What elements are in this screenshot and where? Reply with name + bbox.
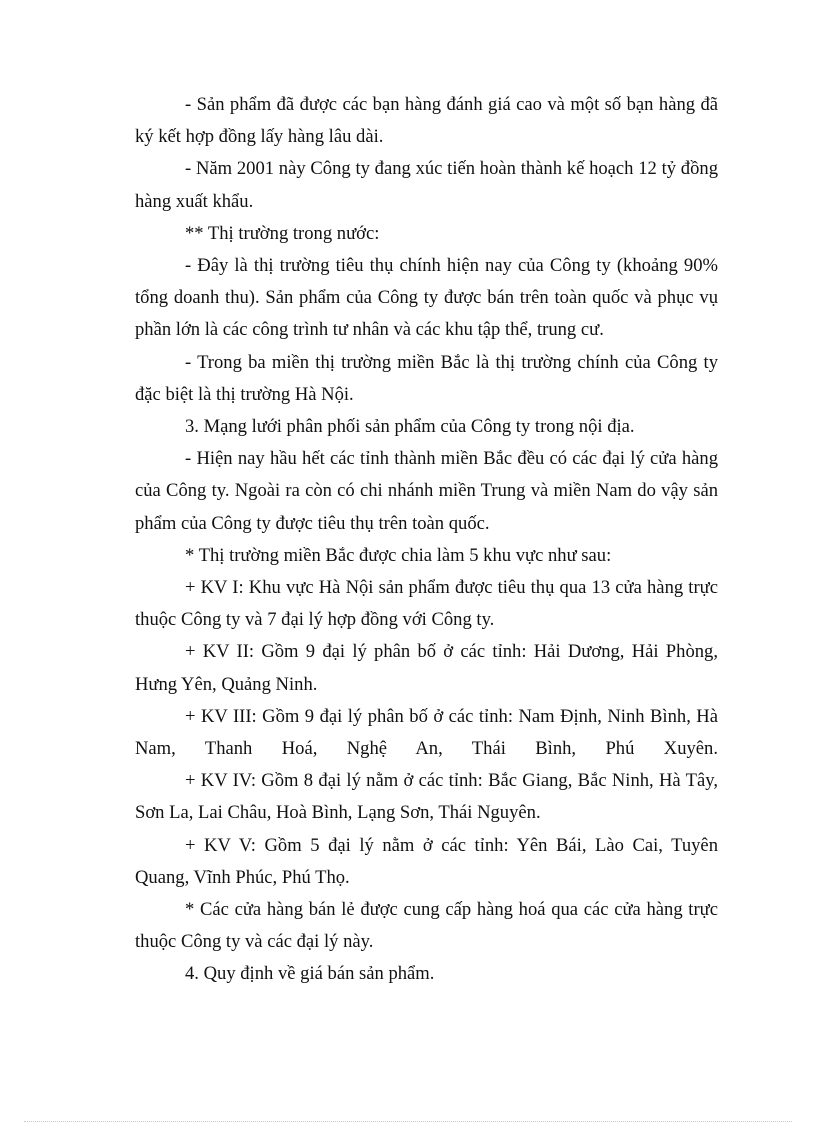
- paragraph-agency-coverage: - Hiện nay hầu hết các tỉnh thành miền Bắc đều có các đại lý cửa hàng của Công ty. Ngoài ra còn có chi nhánh miền Trung và miền Nam do vậy sản phẩm của Công ty được tiêu thụ trên toàn quốc.: [135, 448, 718, 534]
- paragraph-region-2: + KV II: Gồm 9 đại lý phân bố ở các tỉnh: Hải Dương, Hải Phòng, Hưng Yên, Quảng Ninh.: [135, 641, 718, 695]
- paragraph-region-4: + KV IV: Gồm 8 đại lý nằm ở các tỉnh: Bắc Giang, Bắc Ninh, Hà Tây, Sơn La, Lai Châu, Hoà Bình, Lạng Sơn, Thái Nguyên.: [135, 770, 718, 824]
- paragraph-domestic-market-revenue: - Đây là thị trường tiêu thụ chính hiện nay của Công ty (khoảng 90% tổng doanh thu). Sản phẩm của Công ty được bán trên toàn quốc và phục vụ phần lớn là các công trình tư nhân và các khu tập thể, trung cư.: [135, 255, 718, 341]
- paragraph-retail-supply: * Các cửa hàng bán lẻ được cung cấp hàng hoá qua các cửa hàng trực thuộc Công ty và các đại lý này.: [135, 899, 718, 953]
- document-body: [135, 89, 718, 991]
- paragraph-region-3: + KV III: Gồm 9 đại lý phân bố ở các tỉnh: Nam Định, Ninh Bình, Hà Nam, Thanh Hoá, Nghệ An, Thái Bình, Phú Xuyên.: [135, 705, 718, 760]
- paragraph-export-plan: - Năm 2001 này Công ty đang xúc tiến hoàn thành kế hoạch 12 tỷ đồng hàng xuất khẩu.: [135, 158, 718, 212]
- paragraph-domestic-market-heading: ** Thị trường trong nước:: [185, 222, 380, 244]
- section-heading-distribution-network: 3. Mạng lưới phân phối sản phẩm của Công ty trong nội địa.: [185, 416, 635, 438]
- paragraph-partner-evaluation: - Sản phẩm đã được các bạn hàng đánh giá cao và một số bạn hàng đã ký kết hợp đồng lấy hàng lâu dài.: [135, 94, 718, 148]
- paragraph-northern-market: - Trong ba miền thị trường miền Bắc là thị trường chính của Công ty đặc biệt là thị trường Hà Nội.: [135, 351, 718, 405]
- page-bottom-divider: [24, 1121, 792, 1122]
- paragraph-region-1: + KV I: Khu vực Hà Nội sản phẩm được tiêu thụ qua 13 cửa hàng trực thuộc Công ty và 7 đại lý hợp đồng với Công ty.: [135, 577, 718, 631]
- paragraph-region-5: + KV V: Gồm 5 đại lý nằm ở các tỉnh: Yên Bái, Lào Cai, Tuyên Quang, Vĩnh Phúc, Phú Thọ.: [135, 834, 718, 888]
- section-heading-pricing: 4. Quy định về giá bán sản phẩm.: [185, 963, 435, 985]
- paragraph-five-regions: * Thị trường miền Bắc được chia làm 5 khu vực như sau:: [185, 544, 612, 566]
